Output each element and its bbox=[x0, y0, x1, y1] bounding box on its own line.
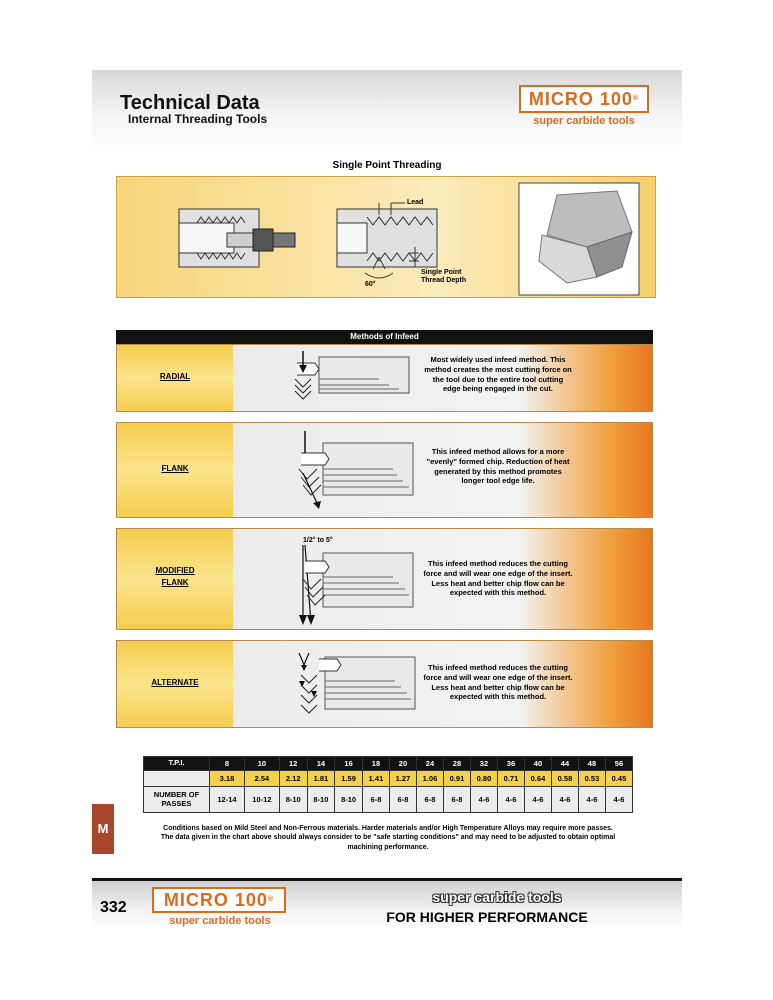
footer-logo-reg: ® bbox=[267, 896, 275, 903]
table-cell: 12 bbox=[279, 757, 307, 771]
table-cell: 10 bbox=[244, 757, 279, 771]
depth-row-head bbox=[144, 771, 210, 787]
lead-label: Lead bbox=[407, 199, 424, 206]
footer-tagline-outline: super carbide tools bbox=[432, 889, 562, 905]
passes-row bbox=[144, 787, 633, 813]
table-cell: 0.53 bbox=[578, 771, 605, 787]
single-point-title: Single Point Threading bbox=[332, 160, 442, 171]
modified-flank-infeed-diagram bbox=[289, 529, 419, 631]
flank-infeed-diagram bbox=[289, 423, 419, 519]
header-logo-reg: ® bbox=[632, 95, 640, 102]
table-cell: 6-8 bbox=[443, 787, 470, 813]
page-title: Technical Data bbox=[120, 92, 260, 114]
table-cell: 0.58 bbox=[551, 771, 578, 787]
table-cell: 20 bbox=[389, 757, 416, 771]
thread-profile-diagram bbox=[337, 203, 437, 278]
table-cell: 44 bbox=[551, 757, 578, 771]
method-row-alternate bbox=[116, 640, 653, 728]
conditions-note: Conditions based on Mild Steel and Non-Ferrous materials. Harder materials and/or High Temperature Alloys may require more passes. The data given in the chart above should always consider to be "safe starting conditions" and may need to be adjusted to obtain optimal machining performance. bbox=[160, 825, 616, 851]
passes-row-head: NUMBER OF PASSES bbox=[144, 787, 210, 813]
section-tab: M bbox=[92, 804, 114, 854]
method-desc-alternate: This infeed method reduces the cutting force and will wear one edge of the insert. Less heat and better chip flow can be expected with this method. bbox=[423, 663, 573, 702]
threading-diagram bbox=[117, 177, 657, 299]
table-cell: 6-8 bbox=[416, 787, 443, 813]
boring-diagram bbox=[179, 209, 295, 267]
footer-tagline: FOR HIGHER PERFORMANCE bbox=[386, 909, 588, 925]
page-subtitle: Internal Threading Tools bbox=[128, 112, 268, 126]
table-cell: 56 bbox=[605, 757, 632, 771]
page-header bbox=[92, 70, 682, 156]
table-cell: 40 bbox=[524, 757, 551, 771]
table-cell: 0.45 bbox=[605, 771, 632, 787]
radial-infeed-diagram bbox=[289, 345, 419, 413]
table-cell: 10-12 bbox=[244, 787, 279, 813]
table-cell: 48 bbox=[578, 757, 605, 771]
table-cell: 4-6 bbox=[551, 787, 578, 813]
tpi-header-row bbox=[144, 757, 633, 771]
table-cell: 4-6 bbox=[578, 787, 605, 813]
table-cell: 1.06 bbox=[416, 771, 443, 787]
table-cell: 8-10 bbox=[279, 787, 307, 813]
table-cell: 14 bbox=[307, 757, 335, 771]
table-cell: 2.12 bbox=[279, 771, 307, 787]
table-cell: 0.64 bbox=[524, 771, 551, 787]
method-desc-modified-flank: This infeed method reduces the cutting force and will wear one edge of the insert. Less heat and better chip flow can be expected with this method. bbox=[423, 559, 573, 598]
table-cell: 1.27 bbox=[389, 771, 416, 787]
methods-header: Methods of Infeed bbox=[116, 330, 653, 344]
page-footer bbox=[92, 878, 682, 930]
table-cell: 1.59 bbox=[335, 771, 363, 787]
table-cell: 18 bbox=[362, 757, 389, 771]
table-cell: 32 bbox=[470, 757, 497, 771]
alternate-infeed-diagram bbox=[289, 641, 419, 729]
method-row-radial bbox=[116, 344, 653, 412]
table-cell: 4-6 bbox=[524, 787, 551, 813]
table-cell: 0.71 bbox=[497, 771, 524, 787]
single-point-panel bbox=[116, 176, 656, 298]
table-cell: 4-6 bbox=[470, 787, 497, 813]
method-desc-flank: This infeed method allows for a more "evenly" formed chip. Reduction of heat generated by this method promotes longer tool edge life. bbox=[426, 447, 570, 486]
footer-logo bbox=[152, 887, 286, 913]
table-cell: 8-10 bbox=[307, 787, 335, 813]
table-cell: 12-14 bbox=[210, 787, 245, 813]
table-cell: 8-10 bbox=[335, 787, 363, 813]
angle-60-label: 60° bbox=[365, 281, 376, 288]
footer-logo-tagline: super carbide tools bbox=[169, 915, 271, 927]
table-cell: 1.41 bbox=[362, 771, 389, 787]
insert-photo bbox=[519, 183, 639, 295]
method-desc-radial: Most widely used infeed method. This method creates the most cutting force on the tool due to the entire tool cutting edge being engaged in the cut. bbox=[424, 355, 572, 394]
tpi-table bbox=[143, 756, 633, 813]
thread-depth-label: Single Point Thread Depth bbox=[421, 269, 467, 285]
table-cell: 0.91 bbox=[443, 771, 470, 787]
header-logo bbox=[519, 85, 649, 113]
modified-flank-angle-label: 1/2° to 5° bbox=[303, 537, 333, 544]
table-cell: 36 bbox=[497, 757, 524, 771]
page-number: 332 bbox=[100, 899, 127, 916]
table-cell: 4-6 bbox=[497, 787, 524, 813]
method-label-radial: RADIAL bbox=[159, 372, 191, 381]
footer-logo-text: MICRO 100 bbox=[163, 890, 268, 910]
table-cell: 4-6 bbox=[605, 787, 632, 813]
method-label-flank: FLANK bbox=[161, 464, 189, 473]
header-logo-tagline: super carbide tools bbox=[533, 115, 635, 127]
table-cell: 8 bbox=[210, 757, 245, 771]
table-cell: 3.18 bbox=[210, 771, 245, 787]
table-cell: 16 bbox=[335, 757, 363, 771]
table-cell: 6-8 bbox=[362, 787, 389, 813]
table-cell: 28 bbox=[443, 757, 470, 771]
method-row-flank bbox=[116, 422, 653, 518]
table-cell: 2.54 bbox=[244, 771, 279, 787]
method-label-alternate: ALTERNATE bbox=[151, 678, 199, 687]
table-cell: 0.80 bbox=[470, 771, 497, 787]
method-row-modified-flank bbox=[116, 528, 653, 630]
header-logo-text: MICRO 100 bbox=[528, 89, 633, 109]
table-cell: 24 bbox=[416, 757, 443, 771]
method-label-modified-flank: MODIFIED FLANK bbox=[155, 566, 195, 587]
table-cell: 1.81 bbox=[307, 771, 335, 787]
table-cell: 6-8 bbox=[389, 787, 416, 813]
tpi-header-label: T.P.I. bbox=[144, 757, 210, 771]
depth-row bbox=[144, 771, 633, 787]
